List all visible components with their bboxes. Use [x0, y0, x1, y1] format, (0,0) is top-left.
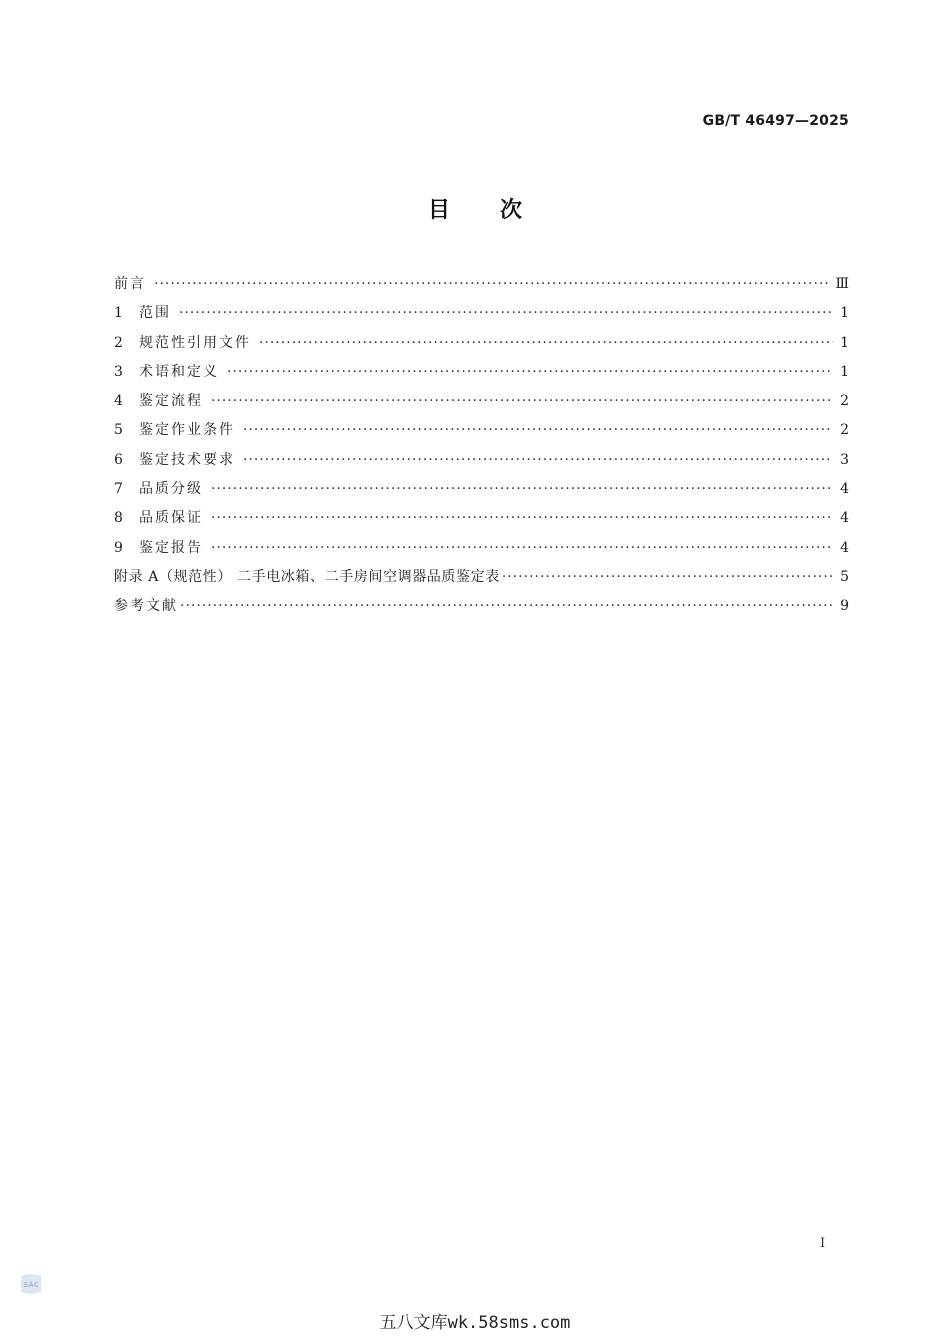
toc-section-number: 9	[114, 539, 123, 556]
toc-page-number: 1	[840, 305, 849, 322]
toc-entry-label: 鉴定流程	[139, 393, 203, 410]
toc-leader-dots	[502, 565, 833, 589]
toc-entry-label: 规范性引用文件	[139, 334, 251, 351]
sac-logo-text: SAC	[23, 1281, 39, 1289]
toc-entry-bibliography[interactable]	[114, 594, 849, 623]
toc-section-number: 1	[114, 305, 123, 322]
toc-page-number: 4	[840, 510, 849, 527]
toc-page-number: 9	[840, 598, 849, 615]
toc-entry-annex-a[interactable]	[114, 565, 849, 594]
toc-entry-label: 前言	[114, 276, 146, 292]
toc-section-number: 8	[114, 510, 123, 527]
toc-entry-label: 品质保证	[139, 510, 203, 527]
toc-entry-label: 参考文献	[114, 598, 178, 615]
toc-entry-appraisal-report[interactable]	[114, 536, 849, 565]
toc-section-number: 7	[114, 481, 123, 498]
toc-page-number: 2	[840, 393, 849, 410]
toc-entry-label: 鉴定作业条件	[139, 422, 235, 439]
toc-entry-foreword[interactable]	[114, 272, 849, 301]
toc-entry-label: 附录 A（规范性） 二手电冰箱、二手房间空调器品质鉴定表	[114, 568, 500, 585]
table-of-contents	[114, 272, 849, 624]
toc-entry-label: 鉴定技术要求	[139, 451, 235, 468]
page-number: I	[820, 1236, 826, 1251]
toc-page-number: 4	[840, 481, 849, 498]
toc-page-number: 1	[840, 334, 849, 351]
toc-leader-dots	[211, 536, 833, 560]
toc-entry-appraisal-process[interactable]	[114, 389, 849, 418]
toc-section-number: 5	[114, 422, 123, 439]
toc-entry-quality-grading[interactable]	[114, 477, 849, 506]
toc-section-number: 6	[114, 451, 123, 468]
toc-page-number: 4	[840, 539, 849, 556]
watermark-text: 五八文库wk.58sms.com	[379, 1313, 571, 1333]
toc-leader-dots	[243, 448, 833, 472]
toc-leader-dots	[179, 301, 833, 325]
toc-leader-dots	[243, 418, 833, 442]
toc-leader-dots	[211, 477, 833, 501]
toc-entry-label: 术语和定义	[139, 363, 219, 380]
toc-entry-quality-assurance[interactable]	[114, 506, 849, 535]
toc-leader-dots	[259, 331, 833, 355]
toc-leader-dots	[227, 360, 833, 384]
toc-page-number: 3	[840, 451, 849, 468]
toc-entry-normative-references[interactable]	[114, 331, 849, 360]
toc-page-number: 5	[840, 568, 849, 585]
toc-entry-label: 品质分级	[139, 481, 203, 498]
toc-entry-working-conditions[interactable]	[114, 418, 849, 447]
toc-entry-technical-requirements[interactable]	[114, 448, 849, 477]
page-title: 目次	[427, 198, 572, 223]
toc-section-number: 4	[114, 393, 123, 410]
toc-entry-label: 鉴定报告	[139, 539, 203, 556]
toc-page-number: 1	[840, 363, 849, 380]
toc-section-number: 2	[114, 334, 123, 351]
toc-leader-dots	[211, 506, 833, 530]
toc-entry-scope[interactable]	[114, 301, 849, 330]
toc-leader-dots	[211, 389, 833, 413]
toc-leader-dots	[180, 594, 833, 618]
toc-page-number: Ⅲ	[835, 276, 849, 292]
toc-section-number: 3	[114, 363, 123, 380]
standard-number: GB/T 46497—2025	[702, 113, 849, 129]
toc-leader-dots	[154, 272, 829, 296]
toc-entry-terms-definitions[interactable]	[114, 360, 849, 389]
sac-logo-icon	[18, 1272, 44, 1296]
toc-page-number: 2	[840, 422, 849, 439]
toc-entry-label: 范围	[139, 305, 171, 322]
